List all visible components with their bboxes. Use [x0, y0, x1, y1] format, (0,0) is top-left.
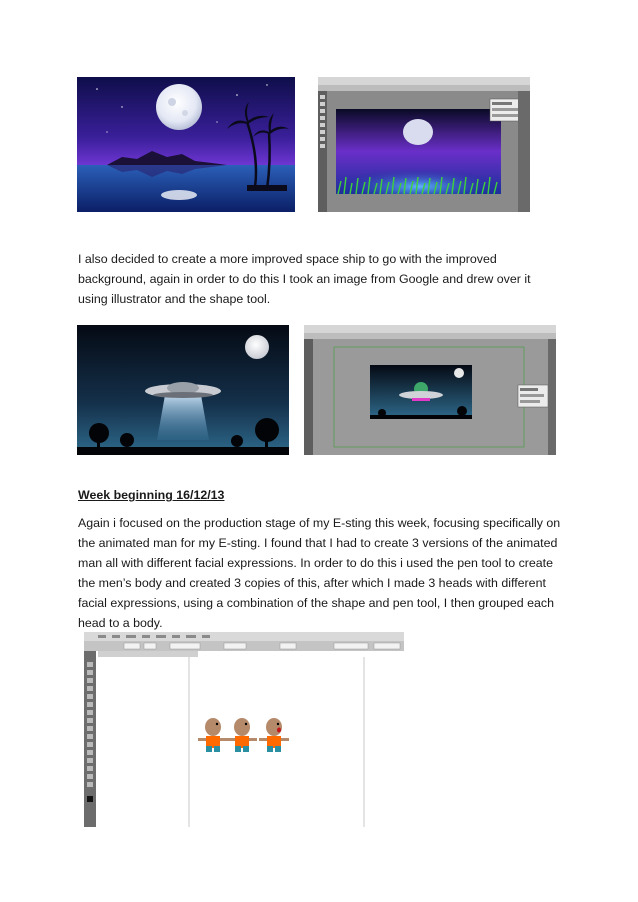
paragraph-spaceship: I also decided to create a more improved space ship to go with the improved background, again in order to do this I took an image from Google and drew over it using illustrator and the shape tool.	[78, 252, 531, 306]
illustrator-characters-screenshot	[84, 632, 404, 827]
moon-beach-image	[77, 77, 295, 212]
week-heading: Week beginning 16/12/13	[78, 488, 225, 502]
ufo-night-image	[77, 325, 289, 455]
paragraph-animated-man: Again i focused on the production stage of my E-sting this week, focusing specifically on the animated man for my E-sting. I found that I had to create 3 versions of the animated man all with different facial expressions. In order to do this i used the pen tool to create the men’s body and created 3 copies of this, after which I made 3 heads with different facial expressions, using a combination of the shape and pen tool, I then grouped each head to a body.	[78, 516, 561, 630]
illustrator-moon-grass-screenshot	[318, 77, 530, 212]
illustrator-ufo-screenshot	[304, 325, 556, 455]
